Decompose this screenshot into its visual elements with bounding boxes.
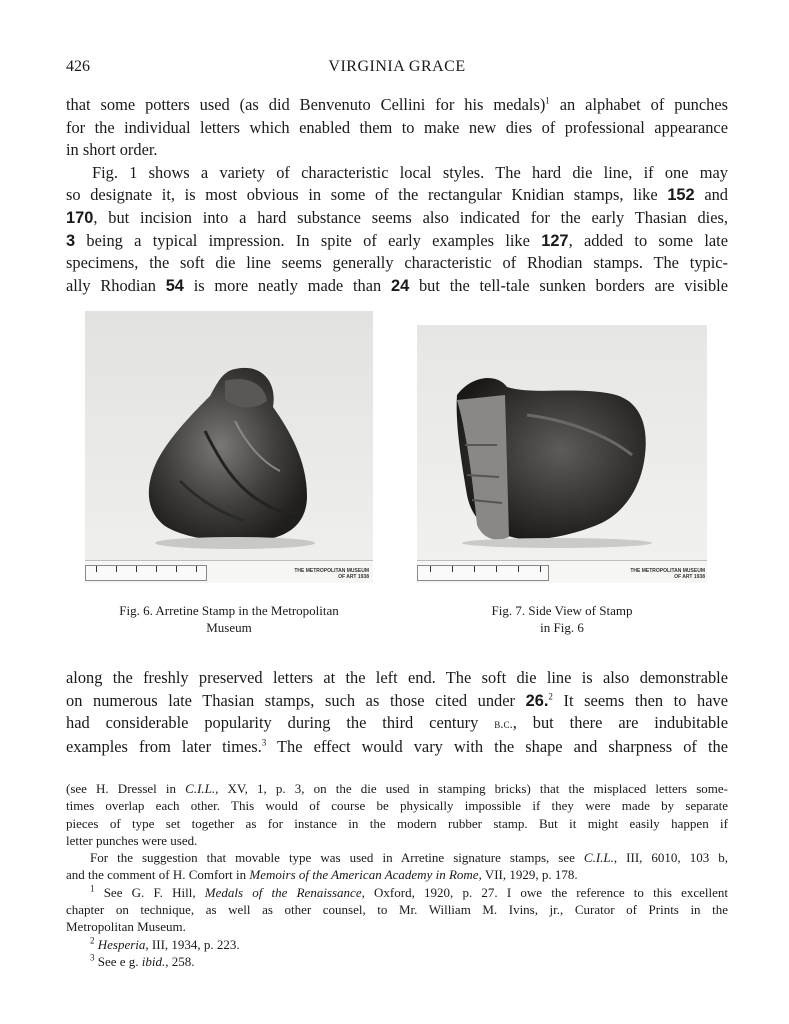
footnotes xyxy=(66,780,728,970)
footnote-line: (see H. Dressel in C.I.L., XV, 1, p. 3, on the die used in stamping bricks) that the misplaced letters some- xyxy=(66,781,728,796)
page-number: 426 xyxy=(66,58,90,75)
catalog-number: 54 xyxy=(165,276,184,295)
text-line: for the individual letters which enabled them to make new dies of professional appearance xyxy=(66,117,728,137)
text-line: on numerous late Thasian stamps, such as those cited under 26.$^2$ It seems then to have xyxy=(66,690,728,710)
catalog-number: 24 xyxy=(390,276,410,295)
text-line: ally Rhodian 54 is more neatly made than 24 but the tell-tale sunken borders are visible xyxy=(66,275,728,295)
footnote-line: pieces of type set together as for instance in the modern rubber stamp. But it might easily happen if xyxy=(66,815,728,831)
body-paragraph-bottom xyxy=(66,667,728,758)
stamp-front-image xyxy=(85,311,373,583)
museum-label: THE METROPOLITAN MUSEUM OF ART 1938 xyxy=(630,568,705,580)
body-paragraph-top xyxy=(66,94,728,297)
measuring-ruler xyxy=(85,565,207,581)
stamp-side-image xyxy=(417,325,707,583)
footnote-2: $^2$ Hesperia, III, 1934, p. 223. xyxy=(90,935,240,952)
footnote-ref[interactable]: 2 xyxy=(548,691,553,702)
footnote-line: times overlap each other. This would of course be physically impossible if they were made by separate xyxy=(66,798,728,814)
museum-label: THE METROPOLITAN MUSEUM OF ART 1938 xyxy=(294,568,369,580)
figure-6-photo xyxy=(85,311,373,583)
catalog-number: 152 xyxy=(667,186,695,205)
catalog-number: 3 xyxy=(66,231,76,250)
catalog-number: 26. xyxy=(525,691,549,710)
text-line: had considerable popularity during the third century b.c., but there are indubitable xyxy=(66,713,729,733)
running-title: VIRGINIA GRACE xyxy=(328,58,466,75)
text-line: along the freshly preserved letters at the left end. The soft die line is also demonstrable xyxy=(66,668,728,687)
text-line: that some potters used (as did Benvenuto Cellini for his medals)$^1$ an alphabet of punches xyxy=(66,95,728,114)
footnote-ref[interactable]: 1 xyxy=(545,95,550,106)
footnote-line: and the comment of H. Comfort in Memoirs of the American Academy in Rome, VII, 1929, p. 178. xyxy=(66,867,578,883)
figure-7-photo xyxy=(417,325,707,583)
text-line: Fig. 1 shows a variety of characteristic local styles. The hard die line, if one may xyxy=(92,162,728,182)
footnote-1: $^1$ See G. F. Hill, Medals of the Renaissance, Oxford, 1920, p. 27. I owe the reference to this excellent xyxy=(90,883,728,900)
footnote-line: For the suggestion that movable type was used in Arretine signature stamps, see C.I.L., III, 6010, 103 b, xyxy=(90,850,728,866)
page-header xyxy=(66,58,728,80)
footnote-ref[interactable]: 3 xyxy=(261,737,267,748)
catalog-number: 127 xyxy=(541,231,569,250)
text-line: in short order. xyxy=(66,140,158,160)
figure-6-caption: Fig. 6. Arretine Stamp in the Metropolitan Museum xyxy=(119,603,339,635)
footnote-3: $^3$ See e g. ibid., 258. xyxy=(90,952,195,969)
text-line: examples from later times.$^3$ The effect would vary with the shape and sharpness of the xyxy=(66,736,728,756)
scale-strip xyxy=(417,560,707,583)
footnote-line: Metropolitan Museum. xyxy=(66,919,186,935)
catalog-number: 170 xyxy=(66,208,94,227)
text-line: specimens, the soft die line seems generally characteristic of Rhodian stamps. The typic- xyxy=(66,253,728,273)
scale-strip xyxy=(85,560,373,583)
text-line: 170, but incision into a hard substance seems also indicated for the early Thasian dies, xyxy=(66,207,728,227)
figure-7-caption: Fig. 7. Side View of Stamp in Fig. 6 xyxy=(491,603,633,635)
footnote-line: letter punches were used. xyxy=(66,832,198,848)
footnote-line: chapter on technique, as well as other counsel, to Mr. William M. Ivins, jr., Curator of Prints in the xyxy=(66,902,728,918)
text-line: 3 being a typical impression. In spite of early examples like 127, added to some late xyxy=(66,230,728,250)
text-line: so designate it, is most obvious in some of the rectangular Knidian stamps, like 152 and xyxy=(66,185,728,205)
measuring-ruler xyxy=(417,565,549,581)
